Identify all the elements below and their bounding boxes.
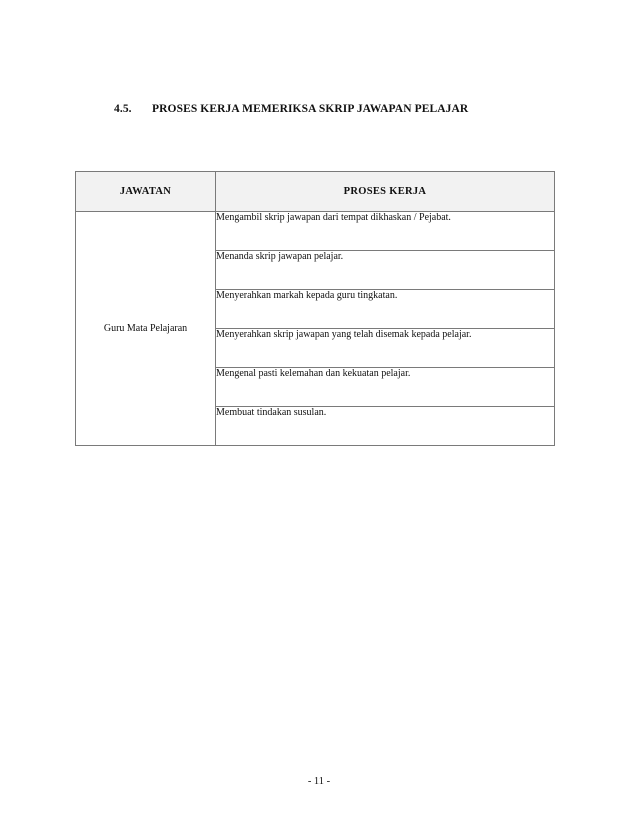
section-title: PROSES KERJA MEMERIKSA SKRIP JAWAPAN PELAJAR (152, 103, 469, 115)
process-table (75, 171, 555, 446)
section-heading (114, 103, 468, 115)
page-number: - 11 - (307, 776, 331, 787)
process-step: Menanda skrip jawapan pelajar. (216, 251, 555, 290)
role-cell: Guru Mata Pelajaran (76, 212, 216, 446)
header-proses-kerja: PROSES KERJA (216, 172, 555, 212)
process-step: Menyerahkan markah kepada guru tingkatan. (216, 290, 555, 329)
header-jawatan: JAWATAN (76, 172, 216, 212)
process-step: Menyerahkan skrip jawapan yang telah disemak kepada pelajar. (216, 329, 555, 368)
section-number: 4.5. (114, 103, 132, 115)
process-step: Mengambil skrip jawapan dari tempat dikhaskan / Pejabat. (216, 212, 555, 251)
process-step: Mengenal pasti kelemahan dan kekuatan pelajar. (216, 368, 555, 407)
table-row (76, 212, 555, 251)
process-step: Membuat tindakan susulan. (216, 407, 555, 446)
table-header-row (76, 172, 555, 212)
